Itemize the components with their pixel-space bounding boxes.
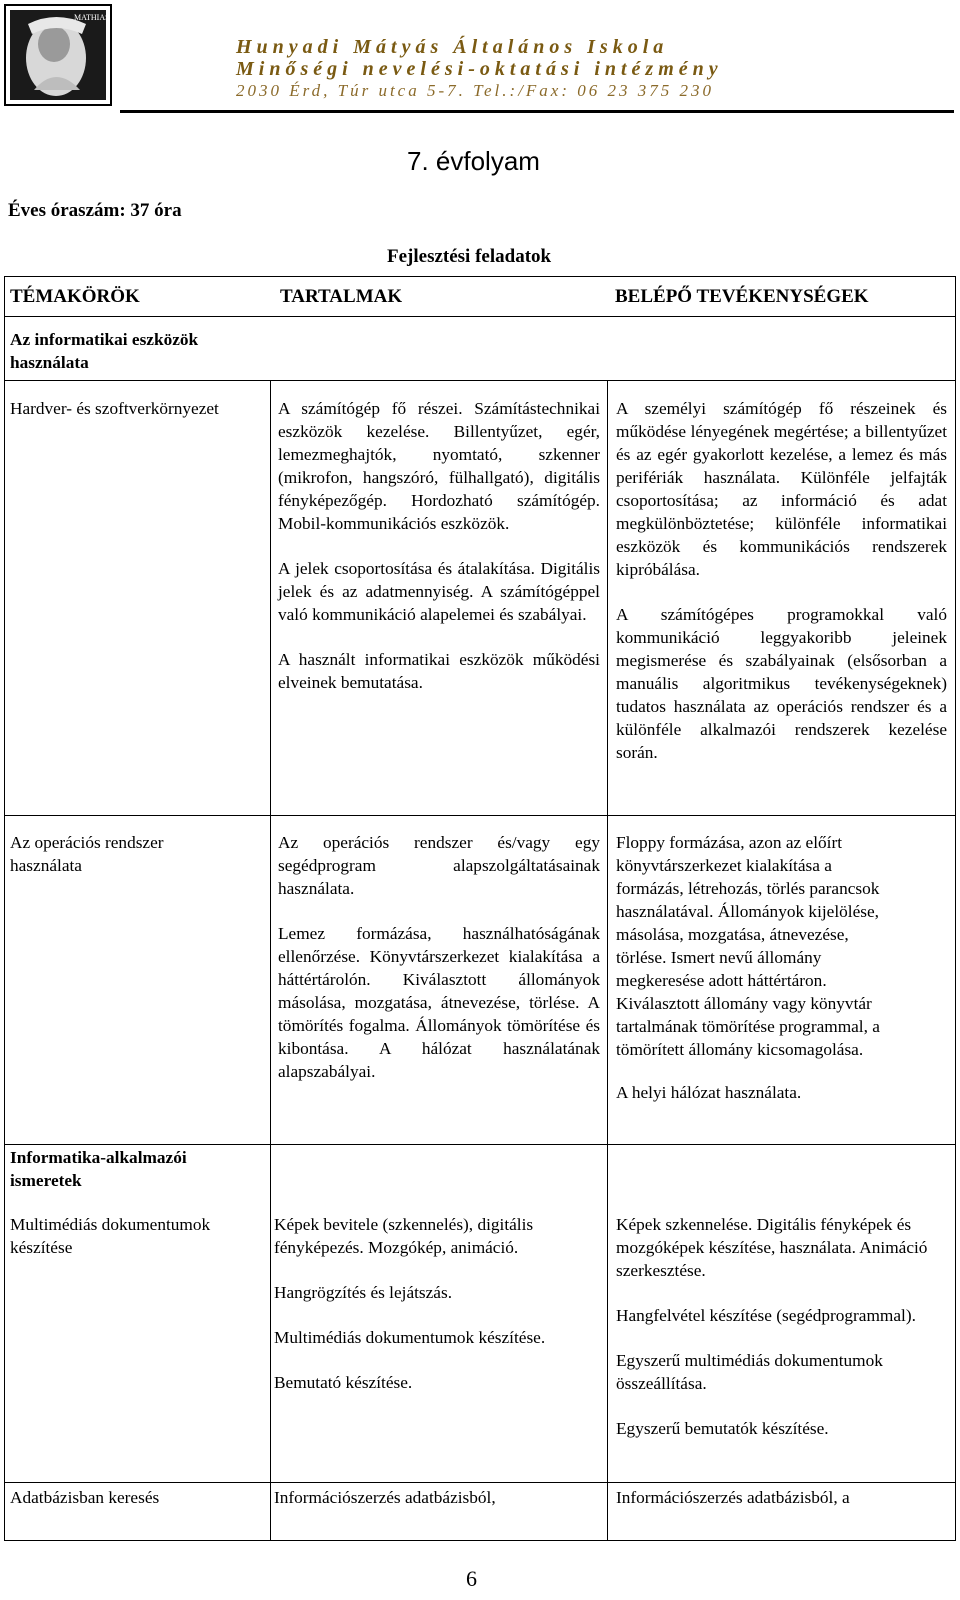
activity-line: másolása, mozgatása, átnevezése,: [616, 925, 849, 944]
table-border: [4, 380, 956, 381]
header-rule: [120, 110, 954, 113]
school-name: Hunyadi Mátyás Általános Iskola: [236, 36, 669, 58]
topic-line: használata: [10, 856, 82, 875]
activity-line: Floppy formázása, azon az előírt: [616, 833, 843, 852]
topic-line: Az operációs rendszer: [10, 833, 164, 852]
table-border: [4, 276, 956, 277]
grade-title: 7. évfolyam: [407, 146, 540, 176]
section-title-line: Az informatikai eszközök: [10, 330, 199, 349]
table-border: [4, 276, 5, 1540]
table-border: [955, 276, 956, 1540]
topic-database-search: Adatbázisban keresés: [10, 1488, 160, 1507]
section-title-line: Informatika-alkalmazói: [10, 1148, 187, 1167]
content-paragraph: A jelek csoportosítása és átalakítása. Digitális jelek és az adatmennyiség. A számítógéppel való kommunikáció alapelemei és szabályai.: [278, 559, 600, 624]
section-title-applications: [10, 1146, 266, 1192]
table-border: [270, 380, 271, 1540]
activity-line: használatával. Állományok kijelölése,: [616, 902, 879, 921]
school-subtitle: Minőségi nevelési-oktatási intézmény: [236, 58, 723, 80]
page-number: 6: [466, 1566, 477, 1591]
annual-hours: Éves óraszám: 37 óra: [8, 200, 182, 221]
table-border: [607, 380, 608, 1540]
content-multimedia: [274, 1213, 600, 1416]
activities-operating-system: [616, 831, 952, 1104]
activities-database-search: Információszerzés adatbázisból, a: [616, 1488, 850, 1507]
column-header-topics: TÉMAKÖRÖK: [10, 286, 140, 307]
activities-hardware: [616, 397, 947, 786]
content-database-search: Információszerzés adatbázisból,: [274, 1488, 496, 1507]
table-border: [4, 316, 956, 317]
section-title-line: használata: [10, 353, 89, 372]
content-paragraph: Bemutató készítése.: [274, 1373, 413, 1392]
activity-paragraph: Egyszerű multimédiás dokumentumok összeállítása.: [616, 1351, 883, 1393]
activity-line: A helyi hálózat használata.: [616, 1083, 802, 1102]
activity-line: könyvtárszerkezet kialakítása a: [616, 856, 832, 875]
activity-paragraph: A személyi számítógép fő részeinek és működése lényegének megértése; a billentyűzet és az egér gyakorlott kezelése, a lemez és más perifériák használata. Különféle jelfajták csoportosítása; az információ és adat megkülönböztetése; különféle informatikai eszközök és kommunikációs rendszerek kipróbálása.: [616, 399, 947, 579]
section-title-line: ismeretek: [10, 1171, 82, 1190]
activity-line: tartalmának tömörítése programmal, a: [616, 1017, 880, 1036]
table-border: [4, 1482, 956, 1483]
activity-line: formázás, létrehozás, törlés parancsok: [616, 879, 880, 898]
activity-paragraph: Hangfelvétel készítése (segédprogrammal).: [616, 1306, 916, 1325]
topic-line: Multimédiás dokumentumok: [10, 1215, 211, 1234]
topic-line: készítése: [10, 1238, 73, 1257]
activity-line: törlése. Ismert nevű állomány: [616, 948, 822, 967]
content-hardware: [278, 397, 600, 716]
topic-operating-system: [10, 831, 266, 877]
activity-line: Kiválasztott állomány vagy könyvtár: [616, 994, 872, 1013]
activity-line: megkeresése adott háttértáron.: [616, 971, 827, 990]
activity-paragraph: A számítógépes programokkal való kommunikáció leggyakoribb jeleinek megismerése és szabályainak (elsősorban a manuális algoritmikus tevékenységeknek) tudatos használata az operációs rendszer és a különféle alkalmazói rendszerek kezelése során.: [616, 605, 947, 762]
activity-paragraph: Képek szkennelése. Digitális fényképek és mozgóképek készítése, használata. Animáció szerkesztése.: [616, 1215, 928, 1280]
content-operating-system: [278, 831, 600, 1105]
table-border: [4, 1144, 956, 1145]
school-seal-logo: [4, 4, 112, 106]
school-address: 2030 Érd, Túr utca 5-7. Tel.:/Fax: 06 23 375 230: [236, 81, 715, 100]
letterhead: [0, 0, 960, 120]
column-header-contents: TARTALMAK: [280, 286, 403, 307]
content-paragraph: Képek bevitele (szkennelés), digitális fényképezés. Mozgókép, animáció.: [274, 1215, 534, 1257]
activity-paragraph: Egyszerű bemutatók készítése.: [616, 1419, 829, 1438]
content-paragraph: A számítógép fő részei. Számítástechnikai eszközök kezelése. Billentyűzet, egér, lemezmeghajtók, nyomtató, szkenner (mikrofon, hangszóró, fülhallgató), digitális fényképezőgép. Hordozható számítógép. Mobil-kommunikációs eszközök.: [278, 399, 600, 533]
topic-hardware: Hardver- és szoftverkörnyezet: [10, 399, 219, 418]
topic-multimedia: [10, 1213, 266, 1259]
table-border: [4, 815, 956, 816]
activities-multimedia: [616, 1213, 947, 1462]
content-paragraph: A használt informatikai eszközök működési elveinek bemutatása.: [278, 650, 600, 692]
seal-text: MATHIAS: [74, 13, 110, 22]
content-paragraph: Hangrögzítés és lejátszás.: [274, 1283, 453, 1302]
content-paragraph: Multimédiás dokumentumok készítése.: [274, 1328, 546, 1347]
content-paragraph: Az operációs rendszer és/vagy egy segédprogram alapszolgáltatásainak használata.: [278, 833, 600, 898]
content-paragraph: Lemez formázása, használhatóságának ellenőrzése. Könyvtárszerkezet kialakítása a háttértárolón. Kiválasztott állományok másolása, mozgatása, átnevezése, törlése. A tömörítés fogalma. Állományok tömörítése és kibontása. A hálózat használatának alapszabályai.: [278, 924, 600, 1081]
activity-line: tömörített állomány kicsomagolása.: [616, 1040, 864, 1059]
section-title-informatics-tools: [10, 328, 260, 374]
column-header-activities: BELÉPŐ TEVÉKENYSÉGEK: [615, 286, 869, 307]
tasks-title: Fejlesztési feladatok: [387, 246, 552, 267]
table-border: [4, 1540, 956, 1541]
